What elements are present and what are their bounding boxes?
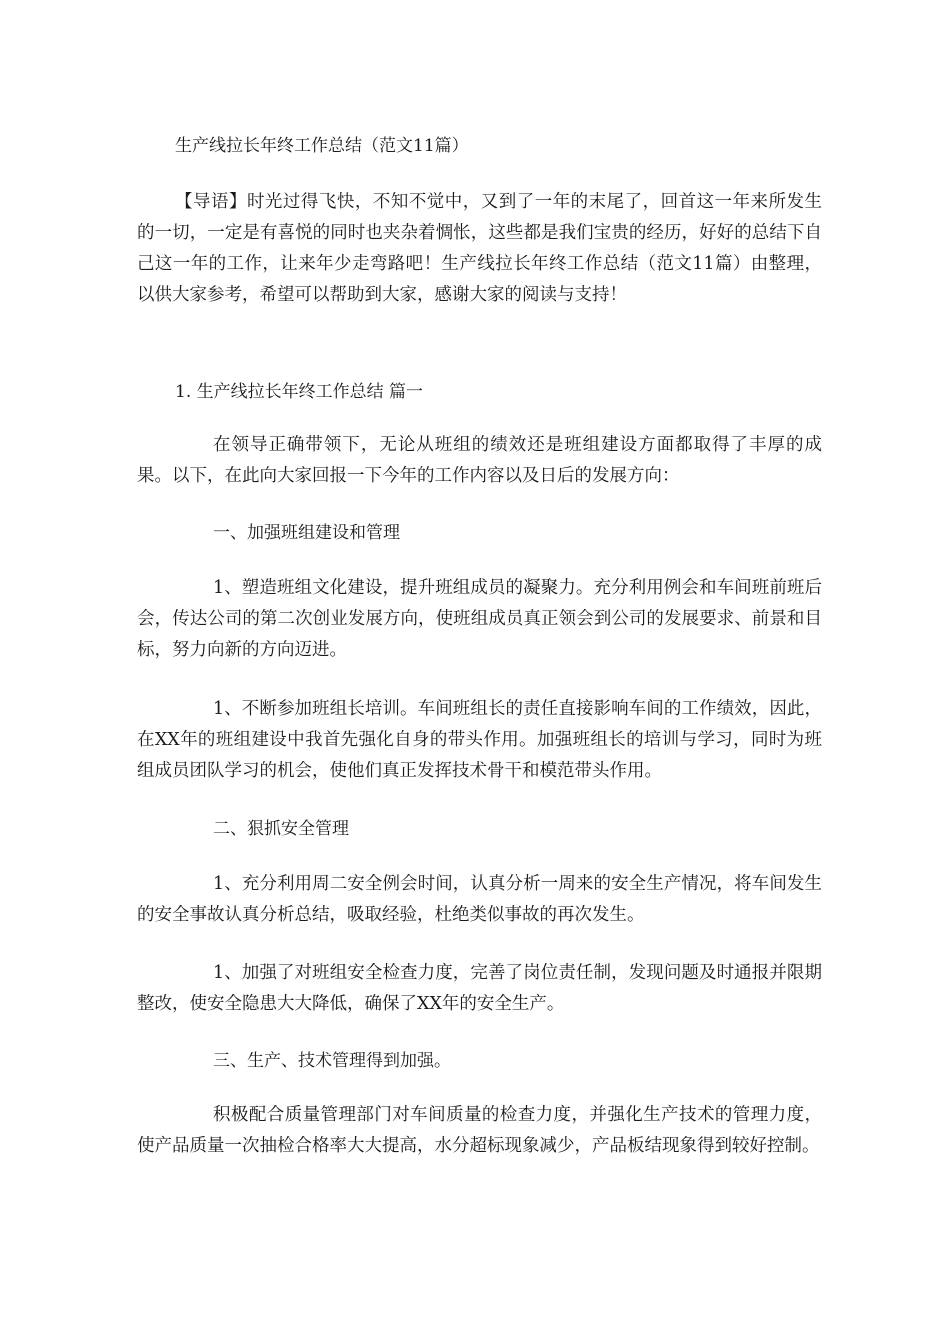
section-heading: 一、加强班组建设和管理 [213, 523, 400, 543]
intro-paragraph: 【导语】时光过得飞快，不知不觉中，又到了一年的末尾了，回首这一年来所发生的一切，一定是有喜悦的同时也夹杂着惆怅，这些都是我们宝贵的经历，好好的总结下自己这一年的工作，让来年少走弯路吧！生产线拉长年终工作总结（范文11篇）由整理，以供大家参考，希望可以帮助到大家，感谢大家的阅读与支持！ [137, 192, 822, 305]
section-title: 1. 生产线拉长年终工作总结 篇一 [175, 382, 424, 402]
body-paragraph: 1、塑造班组文化建设，提升班组成员的凝聚力。充分利用例会和车间班前班后会，传达公司的第二次创业发展方向，使班组成员真正领会到公司的发展要求、前景和目标，努力向新的方向迈进。 [137, 578, 822, 660]
section-heading: 二、狠抓安全管理 [213, 819, 349, 839]
body-paragraph: 在领导正确带领下，无论从班组的绩效还是班组建设方面都取得了丰厚的成果。以下，在此向大家回报一下今年的工作内容以及日后的发展方向： [137, 435, 822, 486]
body-paragraph: 1、不断参加班组长培训。车间班组长的责任直接影响车间的工作绩效，因此，在XX年的班组建设中我首先强化自身的带头作用。加强班组长的培训与学习，同时为班组成员团队学习的机会，使他们真正发挥技术骨干和模范带头作用。 [137, 699, 822, 781]
body-paragraph: 积极配合质量管理部门对车间质量的检查力度，并强化生产技术的管理力度，使产品质量一次抽检合格率大大提高，水分超标现象减少，产品板结现象得到较好控制。 [137, 1105, 822, 1156]
section-heading: 三、生产、技术管理得到加强。 [213, 1051, 451, 1071]
document-title: 生产线拉长年终工作总结（范文11篇） [175, 136, 469, 156]
body-paragraph: 1、加强了对班组安全检查力度，完善了岗位责任制，发现问题及时通报并限期整改，使安全隐患大大降低，确保了XX年的安全生产。 [137, 963, 822, 1014]
body-paragraph: 1、充分利用周二安全例会时间，认真分析一周来的安全生产情况，将车间发生的安全事故认真分析总结，吸取经验，杜绝类似事故的再次发生。 [137, 874, 822, 925]
